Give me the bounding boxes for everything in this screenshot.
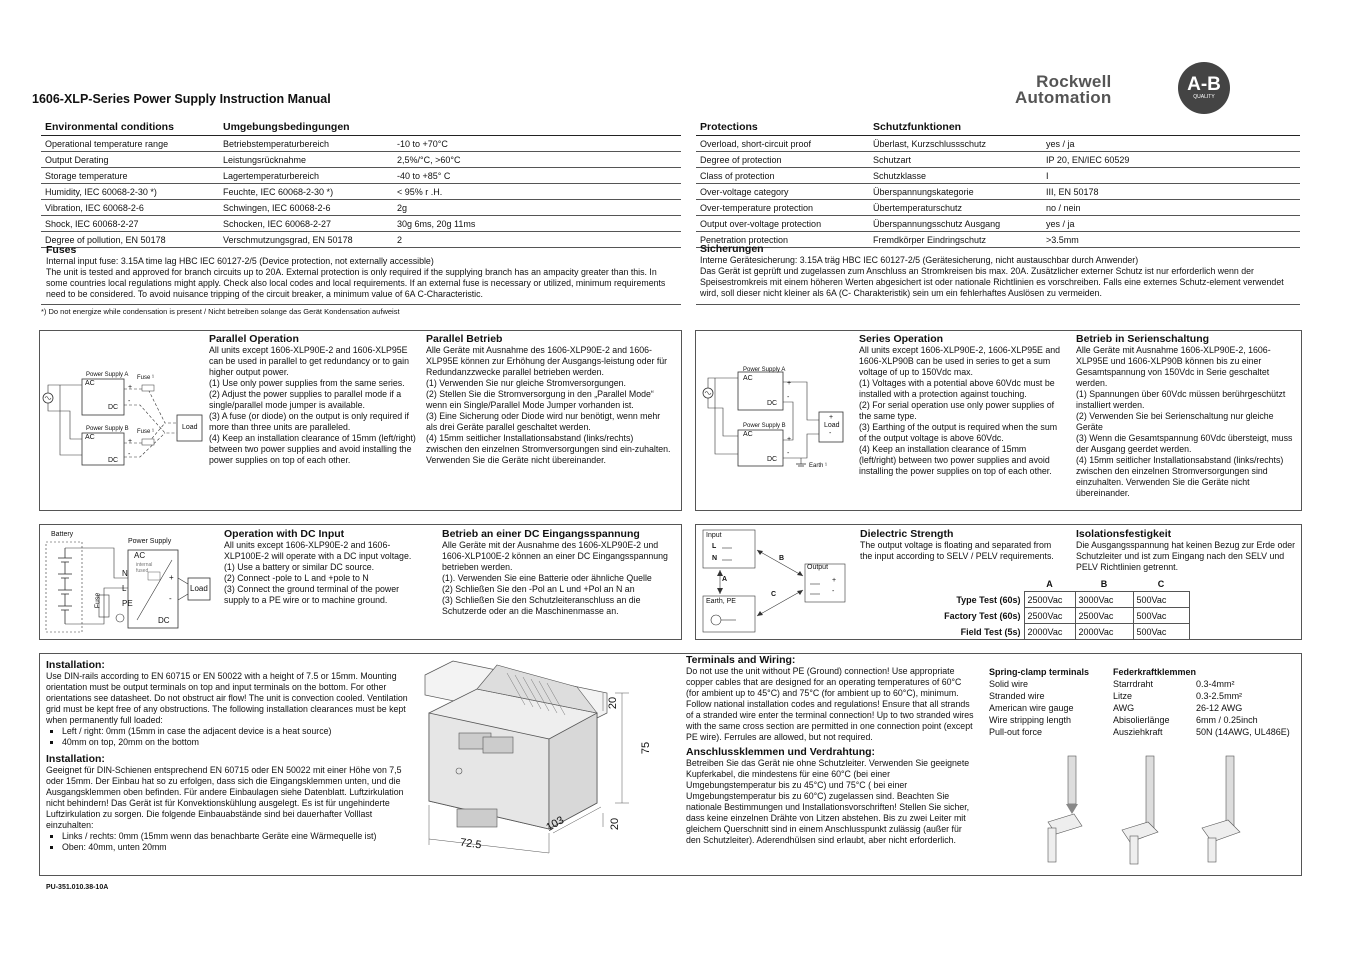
series-en-text bbox=[859, 345, 1064, 477]
dcinput-en-text bbox=[224, 540, 422, 606]
rockwell-logo bbox=[1015, 74, 1111, 106]
dielectric-en-heading: Dielectric Strength bbox=[860, 528, 954, 540]
table-cell: Degree of protection bbox=[696, 152, 869, 168]
table-cell: yes / ja bbox=[1042, 136, 1300, 152]
environmental-table bbox=[41, 119, 681, 248]
test-value: 2000Vac bbox=[1075, 624, 1133, 640]
table-row bbox=[41, 152, 681, 168]
table-cell: Schutzart bbox=[869, 152, 1042, 168]
text-line: (3) Eine Sicherung oder Diode wird nur benötigt, wenn mehr als drei Geräte parallel geschaltet werden. bbox=[426, 411, 661, 432]
series-de bbox=[1076, 333, 1296, 499]
series-de-heading: Betrieb in Serienschaltung bbox=[1076, 333, 1210, 345]
table-row bbox=[926, 624, 1189, 640]
parallel-dc-a-label: DC bbox=[108, 404, 119, 411]
installation-de-heading: Installation: bbox=[46, 753, 105, 765]
series-plus-a-label: + bbox=[787, 380, 792, 387]
parallel-minus-a-label: - bbox=[128, 398, 131, 405]
table-cell: 0.3-4mm² bbox=[1196, 679, 1235, 689]
table-row bbox=[696, 184, 1300, 200]
series-en-heading: Series Operation bbox=[859, 333, 944, 345]
table-cell: 0.3-2.5mm² bbox=[1196, 691, 1243, 701]
sicherungen-heading: Sicherungen bbox=[700, 243, 764, 255]
fuses-para: The unit is tested and approved for branch circuits up to 20A. External protection is only required if the supplying branch has an ampacity greater than this. In some countries local regulations might apply. Check also local codes and local requirements. If an external fuse is necessary or utilized, minimum requirements need to be considered. To avoid nuisance tripping of the circuit breaker, a minimum value of 6A C-Characteristic. bbox=[46, 267, 666, 299]
table-cell: Abisolierlänge bbox=[1113, 715, 1170, 725]
terminals-en-heading: Terminals and Wiring: bbox=[686, 654, 796, 666]
dielectric-output-label: Output bbox=[807, 564, 829, 571]
dcinput-fuse-label: Fuse bbox=[94, 592, 102, 609]
test-value: 2500Vac bbox=[1024, 592, 1075, 608]
dim-103: 103 bbox=[544, 814, 567, 834]
text-line: (3) Connect the ground terminal of the power supply to a PE wire or to machine ground. bbox=[224, 584, 400, 605]
parallel-plus-a-label: + bbox=[128, 384, 133, 391]
dielectric-en-text: The output voltage is floating and separated from the input according to SELV / PELV requirements. bbox=[860, 540, 1054, 561]
device-drawing bbox=[417, 653, 680, 874]
series-dc-b-label: DC bbox=[767, 456, 778, 463]
installation-de-text: Geeignet für DIN-Schienen entsprechend EN 60715 oder EN 50022 mit einer Höhe von 7,5 oder 15mm. Der Einbau hat so zu erfolgen, dass sich die Eingangsklemmen unten, und die Ausgangsklemmen oben befinden. Für andere Einbaulagen siehe Datenblatt. Luftzirkulation nicht behindern! Das Gerät ist für Konvektionskühlung ausgelegt. Es ist für ungehinderte Luftzirkulation zu sorgen. Die folgende Einbauabstände sind bei dauerhafter Volllast einzuhalten: bbox=[46, 765, 404, 830]
table-cell: Übertemperaturschutz bbox=[869, 200, 1042, 216]
dielectric-blank-header bbox=[926, 577, 1024, 592]
text-line: (2) Verwenden Sie bei Serienschaltung nur gleiche Geräte bbox=[1076, 411, 1274, 432]
table-cell: Ausziehkraft bbox=[1113, 727, 1163, 737]
test-label: Factory Test (60s) bbox=[944, 610, 1021, 621]
series-ac-a-label: AC bbox=[743, 375, 753, 382]
series-psb-label: Power Supply B bbox=[743, 423, 786, 429]
table-cell: -40 to +85° C bbox=[393, 168, 681, 184]
table-cell: Vibration, IEC 60068-2-6 bbox=[41, 200, 219, 216]
table-cell: Wire stripping length bbox=[989, 715, 1072, 725]
dim-20-bottom: 20 bbox=[609, 817, 622, 831]
text-line: All units except 1606-XLP90E-2 and 1606-XLP100E-2 will operate with a DC input voltage. bbox=[224, 540, 412, 561]
series-de-text bbox=[1076, 345, 1296, 499]
sicherungen-divider bbox=[696, 304, 1300, 305]
ab-quality-text: QUALITY bbox=[1193, 94, 1215, 100]
sicherungen-section bbox=[700, 243, 1300, 299]
text-line: Alle Geräte mit der Ausnahme des 1606-XLP90E-2 und 1606-XLP100E-2 können an einer DC Eingangsspannung betrieben werden. bbox=[442, 540, 668, 572]
fuses-line1: Internal input fuse: 3.15A time lag HBC IEC 60127-2/5 (Device protection, not externally accessible) bbox=[46, 256, 434, 266]
test-label: Field Test (5s) bbox=[960, 626, 1021, 637]
table-row bbox=[41, 168, 681, 184]
table-row bbox=[989, 714, 1301, 726]
test-value: 2000Vac bbox=[1024, 624, 1075, 640]
text-line: Alle Geräte mit Ausnahme 1606-XLP90E-2, 1606-XLP95E und 1606-XLP90B können bis zu einer Gesamtspannung von 150Vdc in Serie geschaltet werden. bbox=[1076, 345, 1271, 388]
table-cell: AWG bbox=[1113, 703, 1135, 713]
table-cell: 26-12 AWG bbox=[1196, 703, 1243, 713]
series-minus-a-label: - bbox=[787, 394, 790, 401]
table-cell: 6mm / 0.25inch bbox=[1196, 715, 1258, 725]
table-cell: III, EN 50178 bbox=[1042, 184, 1300, 200]
table-cell: Überlast, Kurzschlussschutz bbox=[869, 136, 1042, 152]
table-row bbox=[41, 200, 681, 216]
parallel-minus-b-label: - bbox=[128, 451, 131, 458]
text-line: (4) Keep an installation clearance of 15mm (left/right) between two power supplies and avoid installing the power supplies on top of each other. bbox=[859, 444, 1052, 476]
text-line: (2) Adjust the power supplies to parallel mode if a single/parallel mode jumper is available. bbox=[209, 389, 402, 410]
installation-en-text: Use DIN-rails according to EN 60715 or EN 50022 with a height of 7.5 or 15mm. Mounting orientation must be output terminals on top and input terminals on the bottom. For other orientations see datasheet. Do not obstruct air flow! The unit is convection cooled. Ventilation grid must be kept free of any obstructions. The following installation clearances must be kept when permanently full loaded: bbox=[46, 671, 408, 725]
text-line: All units except 1606-XLP90E-2 and 1606-XLP95E can be used in parallel to get redundancy or to gain higher output power. bbox=[209, 345, 410, 377]
parallel-de-heading: Parallel Betrieb bbox=[426, 333, 503, 345]
table-cell: -10 to +70°C bbox=[393, 136, 681, 152]
installation-en-bullet: ▪ Left / right: 0mm (15mm in case the adjacent device is a heat source) bbox=[62, 726, 416, 737]
table-row bbox=[696, 216, 1300, 232]
parallel-de bbox=[426, 333, 671, 466]
logo-line1: Rockwell bbox=[1036, 72, 1112, 91]
table-cell: 30g 6ms, 20g 11ms bbox=[393, 216, 681, 232]
table-cell: Litze bbox=[1113, 691, 1133, 701]
text-line: (1). Verwenden Sie eine Batterie oder ähnliche Quelle bbox=[442, 573, 652, 583]
sicherungen-line1: Interne Gerätesicherung: 3.15A träg HBC IEC 60127-2/5 (Gerätesicherung, nicht austauschbar durch Anwender) bbox=[700, 255, 1139, 265]
series-minus-b-label: - bbox=[787, 450, 790, 457]
table-row bbox=[926, 592, 1189, 608]
dcinput-en-heading: Operation with DC Input bbox=[224, 528, 345, 540]
table-cell: Schwingen, IEC 60068-2-6 bbox=[219, 200, 393, 216]
table-cell: Verschmutzungsgrad, EN 50178 bbox=[219, 232, 393, 248]
table-cell: yes / ja bbox=[1042, 216, 1300, 232]
table-cell: Over-voltage category bbox=[696, 184, 869, 200]
text-line: (2) For serial operation use only power supplies of the same type. bbox=[859, 400, 1055, 421]
table-cell: Degree of pollution, EN 50178 bbox=[41, 232, 219, 248]
ab-logo-text: A-B bbox=[1187, 74, 1221, 95]
table-cell: Humidity, IEC 60068-2-30 *) bbox=[41, 184, 219, 200]
dielectric-n-label: N bbox=[712, 555, 718, 562]
fuses-section bbox=[46, 244, 676, 300]
table-row bbox=[696, 200, 1300, 216]
dcinput-plus-label: + bbox=[169, 573, 174, 582]
table-cell: Output over-voltage protection bbox=[696, 216, 869, 232]
logo-line2: Automation bbox=[1015, 88, 1112, 107]
test-value: 2500Vac bbox=[1024, 608, 1075, 624]
sc-header-en: Spring-clamp terminals bbox=[989, 667, 1090, 677]
fuses-heading: Fuses bbox=[46, 244, 77, 256]
table-cell: Overload, short-circuit proof bbox=[696, 136, 869, 152]
spring-clamp-table bbox=[989, 666, 1301, 738]
text-line: (1) Voltages with a potential above 60Vdc must be installed with a protection against touching. bbox=[859, 378, 1055, 399]
dielectric-de-heading: Isolationsfestigkeit bbox=[1076, 528, 1172, 540]
table-cell: 2,5%/°C, >60°C bbox=[393, 152, 681, 168]
parallel-en-text bbox=[209, 345, 416, 466]
table-cell: Lagertemperaturbereich bbox=[219, 168, 393, 184]
table-row bbox=[696, 136, 1300, 152]
dim-72-5: 72.5 bbox=[459, 836, 483, 852]
table-cell: Überspannungsschutz Ausgang bbox=[869, 216, 1042, 232]
text-line: (4) 15mm seitlicher Installationsabstand (links/rechts) zwischen den einzelnen Stromversorgungen sind einzuhalten. Verwenden Sie die Geräte nicht übereinander. bbox=[1076, 455, 1284, 498]
env-col2-header: Umgebungsbedingungen bbox=[219, 119, 393, 136]
table-cell: Überspannungskategorie bbox=[869, 184, 1042, 200]
table-cell: I bbox=[1042, 168, 1300, 184]
allen-bradley-logo bbox=[1178, 62, 1230, 114]
parallel-en bbox=[209, 333, 416, 466]
env-col1-header: Environmental conditions bbox=[41, 119, 219, 136]
protections-table bbox=[696, 119, 1300, 248]
dielectric-earth-label: Earth, PE bbox=[706, 598, 736, 605]
table-cell: Starrdraht bbox=[1113, 679, 1154, 689]
document-code: PU-351.010.38-10A bbox=[46, 884, 109, 891]
dielectric-de-text: Die Ausgangsspannung hat keinen Bezug zur Erde oder Schutzleiter und ist zum Eingang nach den SELV und PELV Richtlinien getrennt. bbox=[1076, 540, 1296, 572]
installation-de-bullet: ▪ Oben: 40mm, unten 20mm bbox=[62, 842, 416, 853]
series-psa-label: Power Supply A bbox=[743, 367, 786, 373]
series-dc-a-label: DC bbox=[767, 400, 778, 407]
terminals-en bbox=[686, 654, 976, 846]
installation-de-bullet: ▪ Links / rechts: 0mm (15mm wenn das benachbarte Geräte eine Wärmequelle ist) bbox=[62, 831, 416, 842]
table-row bbox=[696, 152, 1300, 168]
series-plus-b-label: + bbox=[787, 436, 792, 443]
text-line: (4) 15mm seitlicher Installationsabstand (links/rechts) zwischen den einzelnen Stromversorgungen sind ein-zuhalten. Verwenden Sie die Geräte nicht übereinander. bbox=[426, 433, 671, 465]
dielectric-plus-label: + bbox=[832, 577, 837, 584]
table-cell: Penetration protection bbox=[696, 232, 869, 248]
series-earth-label: Earth ¹ bbox=[809, 463, 828, 469]
dim-20-top: 20 bbox=[607, 696, 620, 710]
prot-col2-header: Schutzfunktionen bbox=[869, 119, 1042, 136]
table-cell: Schocken, IEC 60068-2-27 bbox=[219, 216, 393, 232]
text-line: (3) Earthing of the output is required when the sum of the output voltage is above 60Vdc. bbox=[859, 422, 1058, 443]
parallel-fuse-a-label: Fuse ¹ bbox=[137, 375, 155, 381]
table-cell: Over-temperature protection bbox=[696, 200, 869, 216]
dielectric-l-label: L bbox=[712, 543, 717, 550]
table-cell: 2g bbox=[393, 200, 681, 216]
parallel-psa-label: Power Supply A bbox=[86, 372, 129, 378]
table-cell: 2 bbox=[393, 232, 681, 248]
dcinput-ac-label: AC bbox=[134, 551, 146, 560]
prot-col1-header: Protections bbox=[696, 119, 869, 136]
table-cell: Leistungsrücknahme bbox=[219, 152, 393, 168]
text-line: (1) Use a battery or similar DC source. bbox=[224, 562, 375, 572]
footnote: *) Do not energize while condensation is present / Nicht betreiben solange das Gerät Kondensation aufweist bbox=[41, 304, 681, 316]
table-cell: 50N (14AWG, UL486E) bbox=[1196, 727, 1290, 737]
table-row bbox=[989, 678, 1301, 690]
test-value: 500Vac bbox=[1133, 592, 1189, 608]
text-line: (3) A fuse (or diode) on the output is only required if more than three units are paralleled. bbox=[209, 411, 410, 432]
table-cell: Pull-out force bbox=[989, 727, 1043, 737]
table-row bbox=[41, 184, 681, 200]
test-value: 3000Vac bbox=[1075, 592, 1133, 608]
series-en bbox=[859, 333, 1064, 477]
table-cell: Solid wire bbox=[989, 679, 1029, 689]
installation-en-heading: Installation: bbox=[46, 659, 105, 671]
parallel-psb-label: Power Supply B bbox=[86, 426, 129, 432]
table-cell: Feuchte, IEC 60068-2-30 *) bbox=[219, 184, 393, 200]
parallel-load-label: Load bbox=[182, 424, 198, 431]
table-row bbox=[989, 690, 1301, 702]
parallel-en-heading: Parallel Operation bbox=[209, 333, 299, 345]
parallel-ac-b-label: AC bbox=[85, 434, 95, 441]
parallel-plus-b-label: + bbox=[128, 438, 133, 445]
dielectric-de bbox=[1076, 528, 1296, 573]
dcinput-load-label: Load bbox=[190, 584, 208, 593]
table-row bbox=[989, 702, 1301, 714]
dielectric-table bbox=[926, 577, 1190, 640]
dcinput-pe-label: PE bbox=[122, 599, 133, 608]
series-minus-load-label: - bbox=[829, 430, 832, 437]
table-cell: Stranded wire bbox=[989, 691, 1045, 701]
table-cell: < 95% r .H. bbox=[393, 184, 681, 200]
table-cell: Fremdkörper Eindringschutz bbox=[869, 232, 1042, 248]
table-cell: no / nein bbox=[1042, 200, 1300, 216]
dcinput-de-text bbox=[442, 540, 677, 617]
text-line: (3) Schließen Sie den Schutzleiteranschluss an die Schutzerde oder an die Maschinenmasse an. bbox=[442, 595, 641, 616]
text-line: (3) Wenn die Gesamtspannung 60Vdc übersteigt, muss der Ausgang geerdet werden. bbox=[1076, 433, 1293, 454]
series-ac-b-label: AC bbox=[743, 431, 753, 438]
dielectric-input-label: Input bbox=[706, 532, 722, 539]
dielectric-col-a: A bbox=[1046, 579, 1053, 589]
text-line: (1) Verwenden Sie nur gleiche Stromversorgungen. bbox=[426, 378, 626, 388]
series-plus-load-label: + bbox=[829, 414, 834, 421]
page-title: 1606-XLP-Series Power Supply Instruction Manual bbox=[32, 92, 331, 106]
parallel-ac-a-label: AC bbox=[85, 380, 95, 387]
installation-en bbox=[46, 659, 416, 853]
terminals-de-text: Betreiben Sie das Gerät nie ohne Schutzleiter. Verwenden Sie geeignete Kupferkabel, die mindestens für eine 60°C (bei einer Umgebungstemperatur bis zu 45°C) und 75°C ( bei einer Umgebungstemperatur bis zu 60°C) zugelassen sind. Beachten Sie nationale Bestimmungen und Installationsvorschriften! Stellen Sie sicher, dass keine einzelnen Drähte von Litzen abstehen. Bis zu zwei Leiter mit gleichem Querschnitt sind in einem Anschlusspunkt zulässig (außer für den Schutzleiter). Aderendhülsen sind erlaubt, aber nicht erforderlich. bbox=[686, 758, 970, 845]
table-cell: American wire gauge bbox=[989, 703, 1074, 713]
internal-fused-label: internal fused bbox=[136, 562, 153, 574]
dcinput-dc-label: DC bbox=[158, 616, 170, 625]
sc-header-de: Federkraftklemmen bbox=[1113, 667, 1197, 677]
dim-75: 75 bbox=[640, 741, 653, 755]
table-cell: Shock, IEC 60068-2-27 bbox=[41, 216, 219, 232]
wire-insertion-illustration bbox=[1030, 748, 1260, 868]
table-cell: Output Derating bbox=[41, 152, 219, 168]
dielectric-minus-label: - bbox=[832, 588, 835, 595]
text-line: All units except 1606-XLP90E-2, 1606-XLP95E and 1606-XLP90B can be used in series to get a sum voltage of up to 150Vdc max. bbox=[859, 345, 1060, 377]
table-cell: Operational temperature range bbox=[41, 136, 219, 152]
dcinput-ps-label: Power Supply bbox=[128, 538, 172, 545]
parallel-de-text bbox=[426, 345, 671, 466]
sc-header-value bbox=[1196, 666, 1301, 678]
test-value: 500Vac bbox=[1133, 624, 1189, 640]
parallel-dc-b-label: DC bbox=[108, 457, 119, 464]
table-row bbox=[41, 216, 681, 232]
dcinput-l-label: L bbox=[122, 584, 127, 593]
terminals-de-heading: Anschlussklemmen und Verdrahtung: bbox=[686, 746, 876, 758]
sicherungen-para: Das Gerät ist geprüft und zugelassen zum Anschluss an Stromkreisen bis max. 20A. Zusätzlicher externer Schutz ist nur erforderlich wenn der Speisestromkreis mit einem höheren Werten abgesichert ist oder nationale Richtlinien es vorschreiben. Falls eine externes Schutz-element verwendet wird, soll dieser nicht kleiner als 6A (C- Charakteristik) sein um ein fehlerhaftes Auslösen zu vermeiden. bbox=[700, 266, 1284, 298]
text-line: (1) Spannungen über 60Vdc müssen berührgeschützt installiert werden. bbox=[1076, 389, 1286, 410]
env-col3-header bbox=[393, 119, 681, 136]
dielectric-col-b: B bbox=[1100, 579, 1108, 589]
text-line: (2) Connect -pole to L and +pole to N bbox=[224, 573, 369, 583]
table-cell: Storage temperature bbox=[41, 168, 219, 184]
terminals-en-text: Do not use the unit without PE (Ground) connection! Use appropriate copper cables that are designed for an operating temperatures of 60°C (for ambient up to 45°C) and 75°C (for ambient up to 60°C), minimum. Follow national installation codes and regulations! Ensure that all strands of a stranded wire enter the terminal connection! Up to two stranded wires with the same cross section are permitted in one connection point (except PE wire). Ferrules are allowed, but not required. bbox=[686, 666, 974, 742]
installation-en-list bbox=[46, 726, 416, 748]
test-value: 500Vac bbox=[1133, 608, 1189, 624]
dielectric-b-label: B bbox=[779, 555, 785, 562]
table-cell: IP 20, EN/IEC 60529 bbox=[1042, 152, 1300, 168]
text-line: (2) Schließen Sie den -Pol an L und +Pol an N an bbox=[442, 584, 635, 594]
table-cell: Class of protection bbox=[696, 168, 869, 184]
dielectric-a-label: A bbox=[722, 576, 728, 583]
parallel-fuse-b-label: Fuse ¹ bbox=[137, 429, 155, 435]
dcinput-en bbox=[224, 528, 422, 606]
table-row bbox=[696, 168, 1300, 184]
battery-label: Battery bbox=[51, 531, 74, 538]
dcinput-de bbox=[442, 528, 677, 617]
installation-de-list bbox=[46, 831, 416, 853]
test-value: 2500Vac bbox=[1075, 608, 1133, 624]
text-line: (2) Stellen Sie die Stromversorgung in den „Parallel Mode“ wenn ein Single/Parallel Mode Jumper vorhanden ist. bbox=[426, 389, 654, 410]
table-row bbox=[926, 608, 1189, 624]
prot-col3-header bbox=[1042, 119, 1300, 136]
table-cell: >3.5mm bbox=[1042, 232, 1300, 248]
dcinput-de-heading: Betrieb an einer DC Eingangsspannung bbox=[442, 528, 640, 540]
table-row bbox=[989, 726, 1301, 738]
text-line: (4) Keep an installation clearance of 15mm (left/right) between two power supplies and avoid installing the power supplies on top of each other. bbox=[209, 433, 416, 465]
dielectric-en bbox=[860, 528, 1060, 562]
table-cell: Betriebstemperaturbereich bbox=[219, 136, 393, 152]
table-row bbox=[41, 136, 681, 152]
table-cell: Schutzklasse bbox=[869, 168, 1042, 184]
dielectric-col-c: C bbox=[1157, 579, 1165, 589]
parallel-diagram bbox=[40, 365, 205, 470]
text-line: Alle Geräte mit Ausnahme des 1606-XLP90E-2 and 1606-XLP95E können zur Erhöhung der Ausgangs-leistung oder für Redundanzzwecke parallel betrieben werden. bbox=[426, 345, 668, 377]
dcinput-n-label: N bbox=[122, 569, 128, 578]
dcinput-minus-label: - bbox=[169, 594, 172, 603]
text-line: (1) Use only power supplies from the same series. bbox=[209, 378, 405, 388]
dielectric-c-label: C bbox=[771, 591, 777, 598]
installation-en-bullet: ▪ 40mm on top, 20mm on the bottom bbox=[62, 737, 416, 748]
series-load-label: Load bbox=[824, 422, 840, 429]
test-label: Type Test (60s) bbox=[956, 594, 1021, 605]
